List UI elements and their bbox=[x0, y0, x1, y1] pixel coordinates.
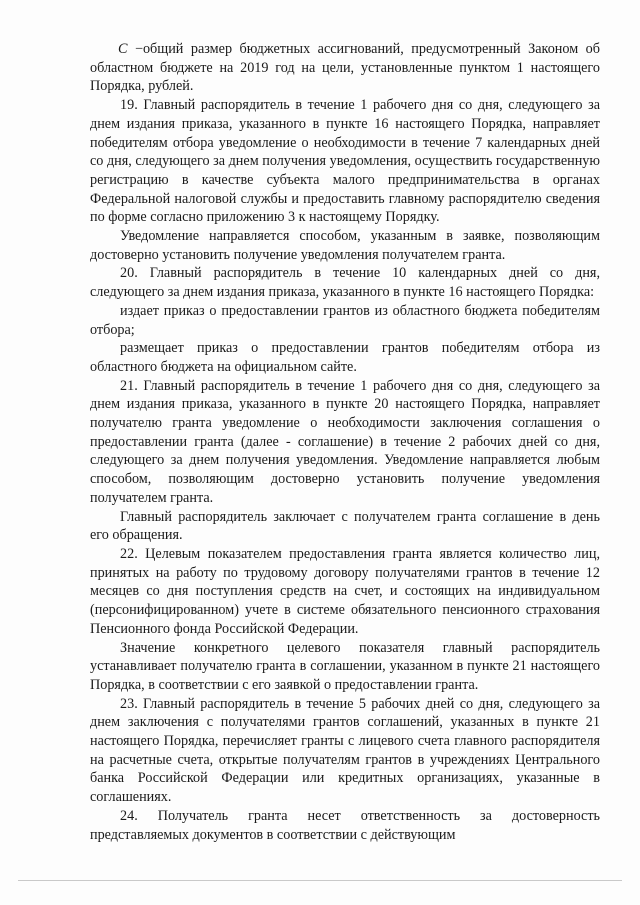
paragraph-c-definition bbox=[90, 40, 600, 96]
paragraph-21: 21. Главный распорядитель в течение 1 рабочего дня со дня, следующего за днем издания приказа, указанного в пункте 20 настоящего Порядка, направляет получателю гранта уведомление о необходимости заключения соглашения о предоставлении гранта (далее - соглашение) в течение 2 рабочих дней со дня, следующего за днем получения уведомления. Уведомление направляется любым способом, позволяющим достоверно установить получение уведомления получателем гранта. bbox=[90, 377, 600, 506]
paragraph-target-value: Значение конкретного целевого показателя главный распорядитель устанавливает получателю гранта в соглашении, указанном в пункте 21 настоящего Порядка, в соответствии с его заявкой о предоставлении гранта. bbox=[90, 639, 600, 693]
paragraph-order: издает приказ о предоставлении грантов из областного бюджета победителям отбора; bbox=[90, 302, 600, 338]
paragraph-agreement: Главный распорядитель заключает с получателем гранта соглашение в день его обращения. bbox=[90, 508, 600, 544]
document-body bbox=[90, 40, 600, 844]
paragraph-20: 20. Главный распорядитель в течение 10 календарных дней со дня, следующего за днем издания приказа, указанного в пункте 16 настоящего Порядка: bbox=[90, 265, 600, 301]
paragraph-notification: Уведомление направляется способом, указанным в заявке, позволяющим достоверно установить получение уведомления получателем гранта. bbox=[90, 228, 600, 263]
paragraph-23: 23. Главный распорядитель в течение 5 рабочих дней со дня, следующего за днем заключения с получателями грантов соглашений, указанных в пункте 21 настоящего Порядка, перечисляет гранты с лицевого счета главного распорядителя на расчетные счета, открытые получателям грантов в учреждениях Центрального банка Российской Федерации или кредитных организациях, указанные в соглашениях. bbox=[90, 695, 600, 806]
paragraph-publish: размещает приказ о предоставлении грантов победителям отбора из областного бюджета на официальном сайте. bbox=[90, 340, 600, 375]
paragraph-24: 24. Получатель гранта несет ответственность за достоверность представляемых документов в соответствии с действующим bbox=[90, 807, 600, 843]
scan-edge-line bbox=[18, 880, 622, 881]
paragraph-text: −общий размер бюджетных ассигнований, предусмотренный Законом об областном бюджете на 2019 год на цели, установленные пунктом 1 настоящего Порядка, рублей. bbox=[90, 41, 600, 95]
paragraph-22: 22. Целевым показателем предоставления гранта является количество лиц, принятых на работу по трудовому договору получателями грантов в течение 12 месяцев со дня поступления средств на счет, и состоящих на индивидуальном (персонифицированном) учете в системе обязательного пенсионного страхования Пенсионного фонда Российской Федерации. bbox=[90, 545, 600, 637]
paragraph-19: 19. Главный распорядитель в течение 1 рабочего дня со дня, следующего за днем издания приказа, указанного в пункте 16 настоящего Порядка, направляет победителям отбора уведомление о необходимости в течение 7 календарных дней со дня, следующего за днем получения уведомления, осуществить государственную регистрацию в качестве субъекта малого предпринимательства в органах Федеральной налоговой службы и предоставить главному распорядителю сведения по форме согласно приложению 3 к настоящему Порядку. bbox=[90, 97, 600, 226]
formula-variable: C bbox=[118, 41, 128, 57]
